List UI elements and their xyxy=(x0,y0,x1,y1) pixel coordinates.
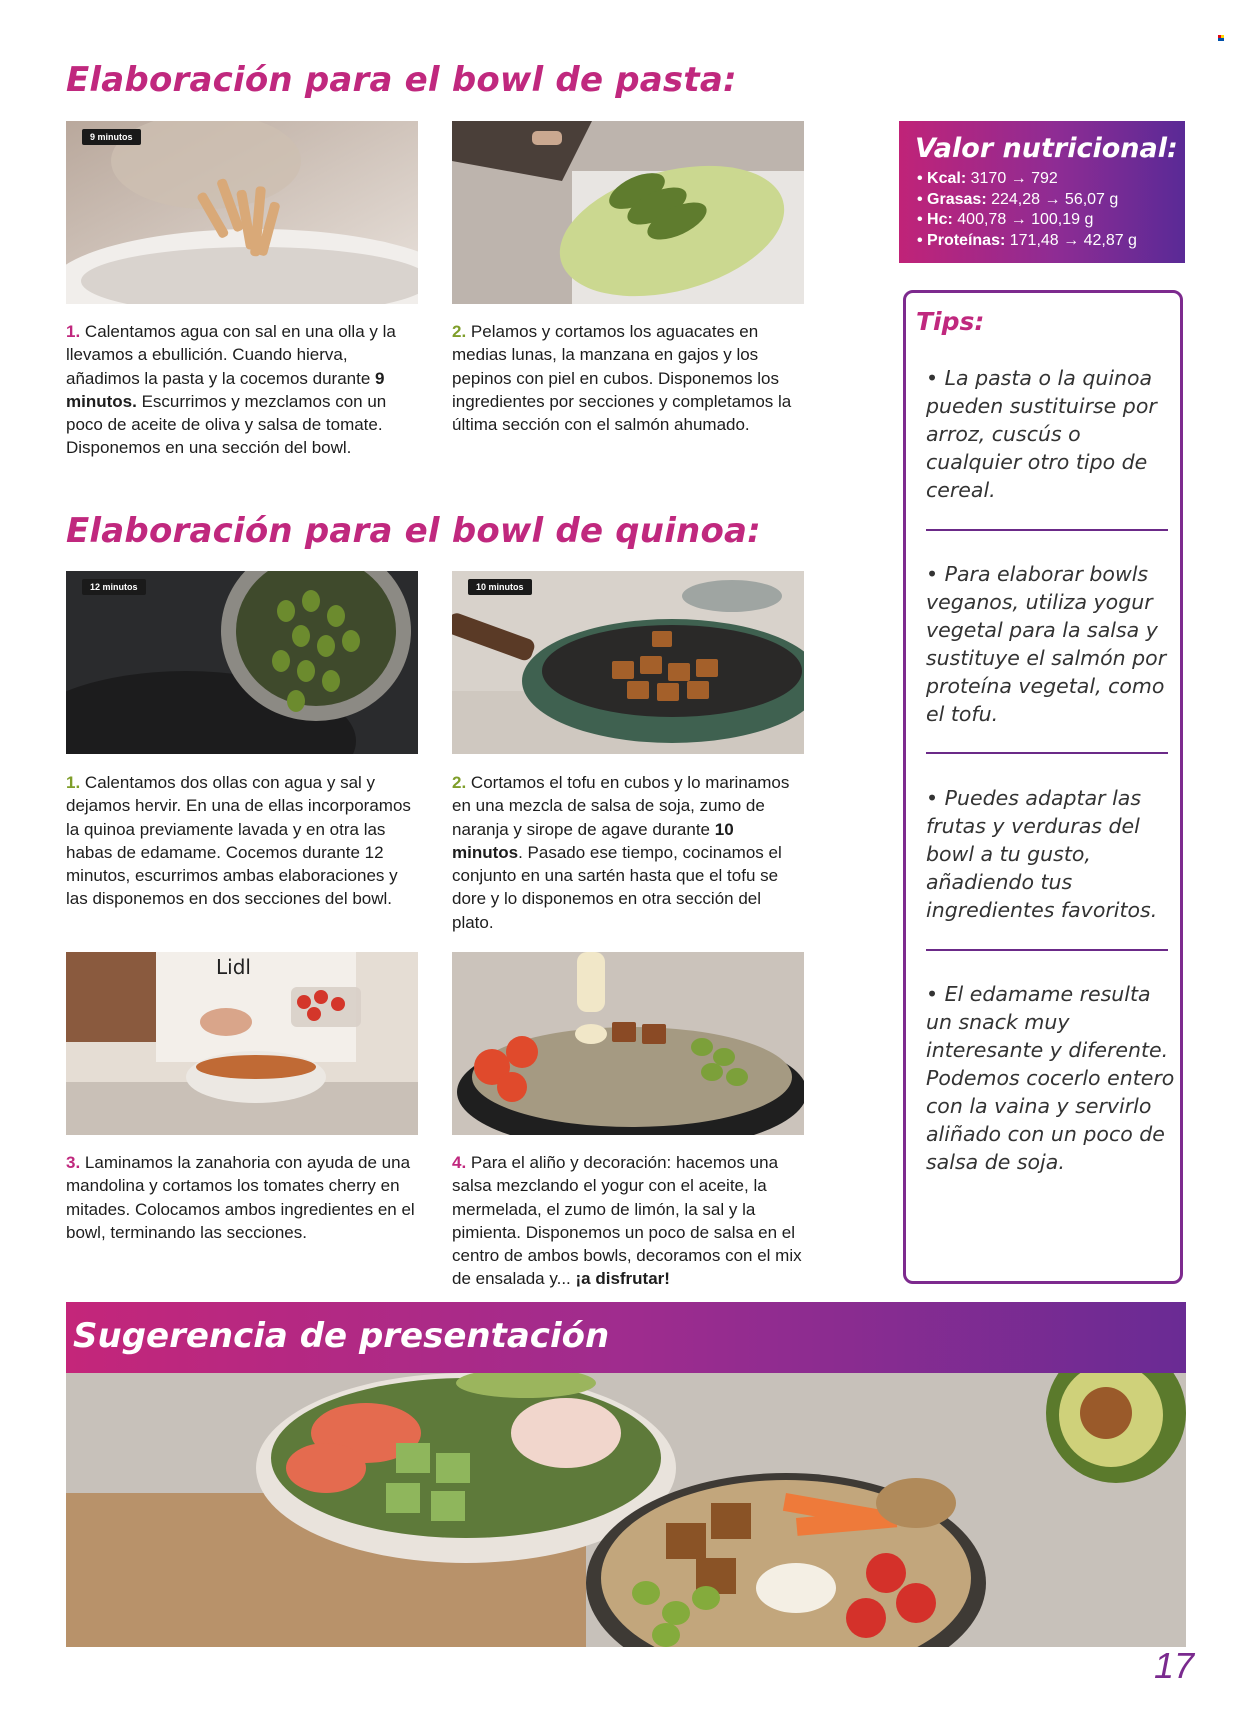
nutrition-item-protein: • Proteínas: 171,48 → 42,87 g xyxy=(917,231,1137,249)
pasta-step-2: 2. Pelamos y cortamos los aguacates en medias lunas, la manzana en gajos y los pepinos con piel en cubos. Disponemos los ingredientes por secciones y completamos la última sección con el salmón ahumado. xyxy=(452,322,792,435)
quinoa-step-1: 1. Calentamos dos ollas con agua y sal y dejamos hervir. En una de ellas incorporamos la quinoa previamente lavada y en otra las habas de edamame. Cocemos durante 12 minutos, escurrimos ambas elaboraciones y las disponemos en dos secciones del bowl. xyxy=(66,773,411,909)
pasta-step-1: 1. Calentamos agua con sal en una olla y la llevamos a ebullición. Cuando hierva, añadimos la pasta y la cocemos durante 9 minutos. Escurrimos y mezclamos con un poco de aceite de oliva y salsa de tomate. Disponemos en una sección del bowl. xyxy=(66,322,396,458)
nutrition-box xyxy=(899,121,1185,263)
tip-item: • La pasta o la quinoa pueden sustituirse por arroz, cuscús o cualquier otro tipo de cereal. xyxy=(926,366,1157,502)
avocado-cutting-photo xyxy=(452,121,804,304)
tips-title: Tips: xyxy=(916,307,985,336)
presentation-bowls-illustration xyxy=(66,1373,1186,1647)
presentation-title: Sugerencia de presentación xyxy=(73,1316,610,1356)
tip-item: • Para elaborar bowls veganos, utiliza yogur vegetal para la salsa y sustituye el salmón por proteína vegetal, como el tofu. xyxy=(926,562,1167,726)
pasta-section-title: Elaboración para el bowl de pasta: xyxy=(66,60,737,100)
tofu-pan-illustration xyxy=(452,571,804,754)
tomato-assembly-illustration xyxy=(66,952,418,1135)
avocado-illustration xyxy=(452,121,804,304)
tomato-assembly-photo xyxy=(66,952,418,1135)
tip-item: • Puedes adaptar las frutas y verduras del bowl a tu gusto, añadiendo tus ingredientes favoritos. xyxy=(926,786,1158,922)
corner-mark-icon xyxy=(1218,35,1224,41)
sauce-drizzle-illustration xyxy=(452,952,804,1135)
pasta-timer-badge: 9 minutos xyxy=(82,129,141,145)
tip-divider xyxy=(926,949,1168,951)
quinoa-step-2: 2. Cortamos el tofu en cubos y lo marinamos en una mezcla de salsa de soja, zumo de naranja y sirope de agave durante 10 minutos. Pasado ese tiempo, cocinamos el conjunto en una sartén hasta que el tofu se dore y lo disponemos en otra sección del plato. xyxy=(452,773,790,932)
tofu-timer-badge: 10 minutos xyxy=(468,579,532,595)
tofu-pan-photo xyxy=(452,571,804,754)
quinoa-step-4: 4. Para el aliño y decoración: hacemos una salsa mezclando el yogur con el aceite, la mermelada, el zumo de limón, la sal y la pimienta. Disponemos un poco de salsa en el centro de ambos bowls, decoramos con el mix de ensalada y... ¡a disfrutar! xyxy=(452,1153,802,1289)
edamame-photo xyxy=(66,571,418,754)
nutrition-item-fat: • Grasas: 224,28 → 56,07 g xyxy=(917,190,1119,208)
nutrition-title: Valor nutricional: xyxy=(915,133,1178,164)
nutrition-item-kcal: • Kcal: 3170 → 792 xyxy=(917,170,1058,187)
quinoa-timer-badge: 12 minutos xyxy=(82,579,146,595)
edamame-illustration xyxy=(66,571,418,754)
pasta-boiling-photo xyxy=(66,121,418,304)
quinoa-section-title: Elaboración para el bowl de quinoa: xyxy=(66,511,761,551)
pasta-boiling-illustration xyxy=(66,121,418,304)
presentation-banner xyxy=(66,1302,1186,1373)
tip-item: • El edamame resulta un snack muy interesante y diferente. Podemos cocerlo entero con la vaina y servirlo aliñado con un poco de salsa de soja. xyxy=(926,982,1175,1174)
tip-divider xyxy=(926,529,1168,531)
apron-lidl-text: Lidl xyxy=(216,955,251,979)
tips-box xyxy=(903,290,1183,1284)
quinoa-step-3: 3. Laminamos la zanahoria con ayuda de una mandolina y cortamos los tomates cherry en mitades. Colocamos ambos ingredientes en el bowl, terminando las secciones. xyxy=(66,1153,415,1242)
sauce-drizzle-photo xyxy=(452,952,804,1135)
tip-divider xyxy=(926,752,1168,754)
presentation-photo xyxy=(66,1373,1186,1647)
page-number: 17 xyxy=(1154,1645,1195,1686)
nutrition-item-carbs: • Hc: 400,78 → 100,19 g xyxy=(917,211,1094,228)
nutrition-list xyxy=(917,169,1137,251)
